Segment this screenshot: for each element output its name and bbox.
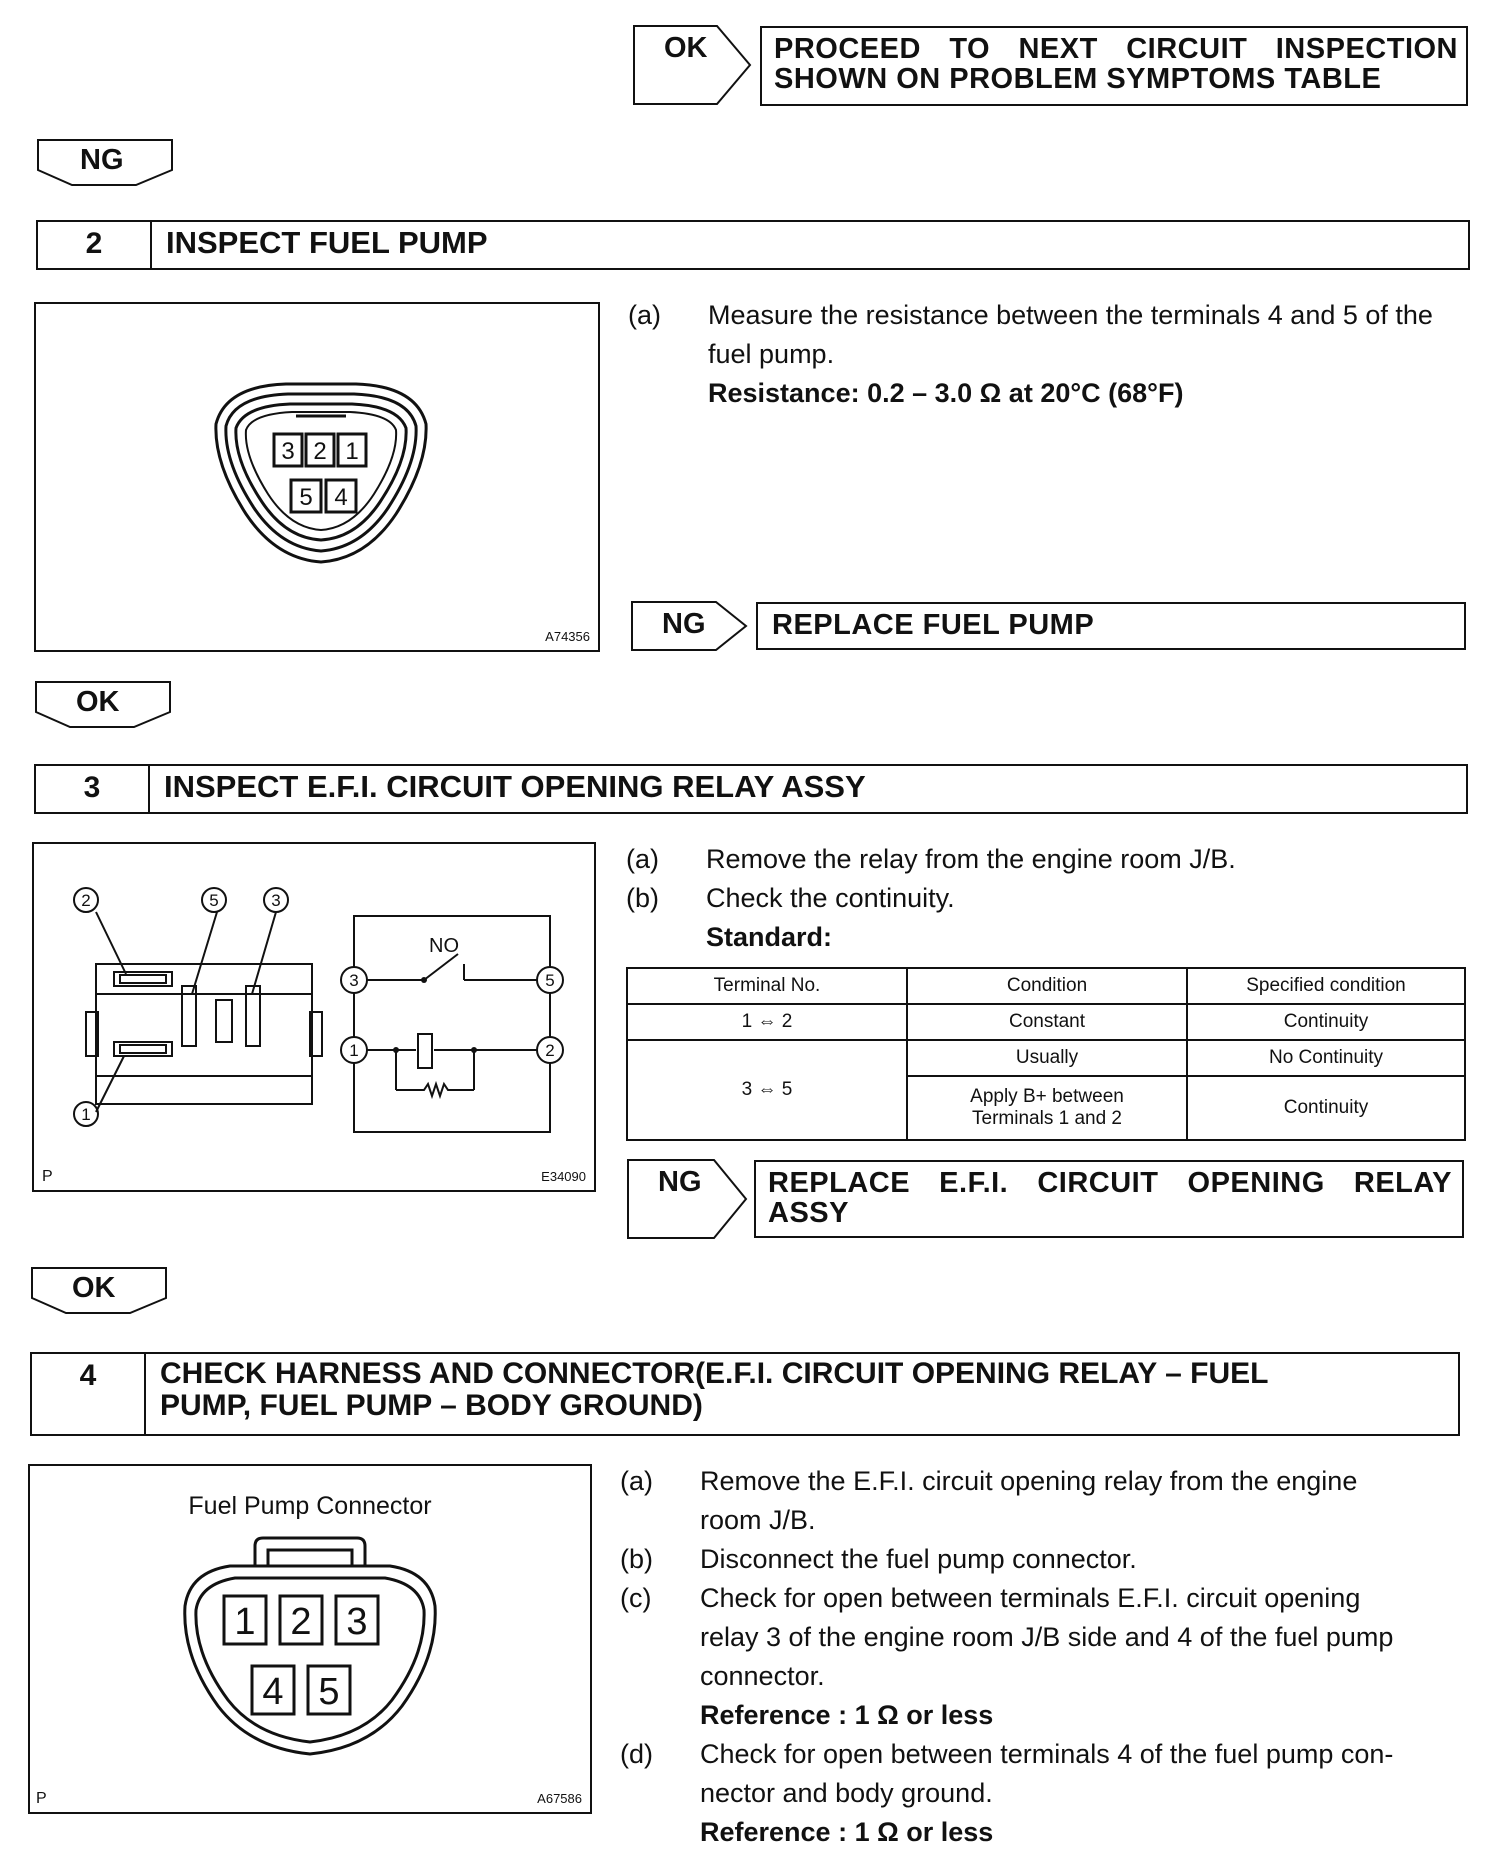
table-header-condition: Condition [907, 968, 1187, 1004]
step-4-header [30, 1352, 1460, 1436]
ng-down-label: NG [80, 144, 124, 176]
step-4-instruction-d [620, 1735, 1466, 1852]
step-4-instruction-c-label: (c) [620, 1583, 652, 1613]
step-2-ng-result-box [756, 602, 1466, 650]
step-2-header [36, 220, 1470, 270]
table-cell-condition [907, 1076, 1187, 1140]
fuel-pump-pin-4: 4 [334, 484, 348, 511]
circuit-terminal-3: 3 [349, 971, 359, 990]
fuel-pump-pin-1: 1 [345, 438, 359, 465]
connector-pin-5: 5 [318, 1671, 340, 1713]
step-3-instruction-a-text: Remove the relay from the engine room J/B. [706, 844, 1236, 874]
table-cell-spec: Continuity [1187, 1004, 1465, 1040]
step-4-instruction-c-line3: connector. [700, 1661, 825, 1691]
step-4-instruction-d-line1: Check for open between terminals 4 of the fuel pump con- [700, 1739, 1394, 1769]
step-4-title-line1: CHECK HARNESS AND CONNECTOR(E.F.I. CIRCUIT OPENING RELAY – FUEL [160, 1357, 1269, 1390]
step-4-instruction-c-line1: Check for open between terminals E.F.I. circuit opening [700, 1583, 1361, 1613]
standard-label: Standard: [706, 922, 833, 952]
fuel-pump-pin-5: 5 [299, 484, 313, 511]
ok-down-label-3: OK [72, 1272, 116, 1304]
step-2-ng-result-text: REPLACE FUEL PUMP [772, 609, 1095, 641]
table-cell-condition: Usually [907, 1040, 1187, 1076]
step-2-number: 2 [38, 222, 152, 268]
table-cell-spec: No Continuity [1187, 1040, 1465, 1076]
ok-down-label-2: OK [76, 686, 120, 718]
step-2-resistance-spec: Resistance: 0.2 – 3.0 Ω at 20°C (68°F) [708, 378, 1184, 408]
fuel-pump-figure [34, 302, 600, 652]
connector-pin-3: 3 [346, 1601, 368, 1643]
proceed-result-box [760, 26, 1468, 106]
table-header-terminal: Terminal No. [627, 968, 907, 1004]
connector-figure-corner: P [36, 1790, 47, 1807]
step-4-instruction-a-label: (a) [620, 1466, 653, 1496]
fuel-pump-figure-code: A74356 [545, 629, 590, 644]
step-4-instruction-d-label: (d) [620, 1739, 653, 1769]
table-cell-condition: Constant [907, 1004, 1187, 1040]
fuel-pump-connector-figure [28, 1464, 592, 1814]
relay-pin-label-2: 2 [81, 891, 91, 910]
table-row [627, 1040, 1465, 1076]
fuel-pump-connector-drawing [36, 304, 598, 650]
connector-pin-4: 4 [262, 1671, 284, 1713]
relay-figure-code: E34090 [541, 1169, 586, 1184]
step-3-instruction-b-label: (b) [626, 883, 659, 913]
circuit-terminal-2: 2 [545, 1041, 555, 1060]
relay-figure [32, 842, 596, 1192]
table-cell-condition-line1: Apply B+ between [970, 1086, 1124, 1107]
step-3-ng-label: NG [658, 1166, 702, 1198]
switch-no-label: NO [429, 935, 459, 957]
proceed-result-line2: SHOWN ON PROBLEM SYMPTOMS TABLE [774, 63, 1382, 95]
step-2-instruction-a-label: (a) [628, 300, 661, 330]
step-3-number: 3 [36, 766, 150, 812]
step-2-title: INSPECT FUEL PUMP [166, 225, 488, 260]
step-4-instruction-a-line2: room J/B. [700, 1505, 816, 1535]
step-4-instruction-b-line1: Disconnect the fuel pump connector. [700, 1544, 1137, 1574]
table-header-spec: Specified condition [1187, 968, 1465, 1004]
step-3-instruction-b-text: Check the continuity. [706, 883, 955, 913]
fuel-pump-pin-3: 3 [281, 438, 295, 465]
relay-pin-label-3: 3 [271, 891, 281, 910]
connector-figure-code: A67586 [537, 1791, 582, 1806]
relay-pin-label-5: 5 [209, 891, 219, 910]
step-2-ng-label: NG [662, 608, 706, 640]
ok-arrow-label: OK [664, 32, 708, 64]
circuit-terminal-1: 1 [349, 1041, 359, 1060]
connector-pin-2: 2 [290, 1601, 312, 1643]
relay-figure-corner: P [42, 1168, 53, 1185]
step-4-reference-c: Reference : 1 Ω or less [700, 1700, 994, 1730]
relay-pin-label-1: 1 [81, 1105, 91, 1124]
step-4-instruction-c-line2: relay 3 of the engine room J/B side and 4 of the fuel pump [700, 1622, 1394, 1652]
step-2-instruction-a [628, 296, 1472, 413]
table-cell-terminal: 1 ⇔ 2 [627, 1004, 907, 1040]
step-4-instruction-d-line2: nector and body ground. [700, 1778, 993, 1808]
step-3-ng-result-line2: ASSY [768, 1197, 849, 1229]
circuit-terminal-5: 5 [545, 971, 555, 990]
step-4-instruction-b-label: (b) [620, 1544, 653, 1574]
step-4-instruction-c [620, 1579, 1466, 1735]
table-cell-terminal: 3 ⇔ 5 [627, 1040, 907, 1140]
table-cell-condition-line2: Terminals 1 and 2 [972, 1108, 1122, 1129]
step-4-instruction-a [620, 1462, 1466, 1540]
step-4-instruction-a-line1: Remove the E.F.I. circuit opening relay from the engine [700, 1466, 1358, 1496]
relay-drawing [34, 844, 594, 1190]
table-row [627, 1004, 1465, 1040]
proceed-result-line1: PROCEED TO NEXT CIRCUIT INSPECTION [774, 33, 1458, 65]
table-cell-spec: Continuity [1187, 1076, 1465, 1140]
step-3-ng-result-box [754, 1160, 1464, 1238]
step-3-instruction-a-label: (a) [626, 844, 659, 874]
step-3-instruction-a [626, 840, 1470, 879]
relay-continuity-table [626, 967, 1466, 1141]
step-3-ng-result-line1: REPLACE E.F.I. CIRCUIT OPENING RELAY [768, 1167, 1452, 1199]
connector-pin-1: 1 [234, 1601, 256, 1643]
fuel-pump-pin-2: 2 [313, 438, 327, 465]
step-2-instruction-a-text: Measure the resistance between the terminals 4 and 5 of the fuel pump. [708, 300, 1433, 369]
step-4-title-line2: PUMP, FUEL PUMP – BODY GROUND) [160, 1389, 703, 1422]
connector-caption: Fuel Pump Connector [188, 1492, 432, 1520]
step-3-title: INSPECT E.F.I. CIRCUIT OPENING RELAY ASSY [164, 769, 866, 804]
step-4-number: 4 [32, 1354, 146, 1434]
step-3-header [34, 764, 1468, 814]
step-3-instruction-b [626, 879, 1470, 957]
step-4-instruction-b [620, 1540, 1466, 1579]
step-4-reference-d: Reference : 1 Ω or less [700, 1817, 994, 1847]
